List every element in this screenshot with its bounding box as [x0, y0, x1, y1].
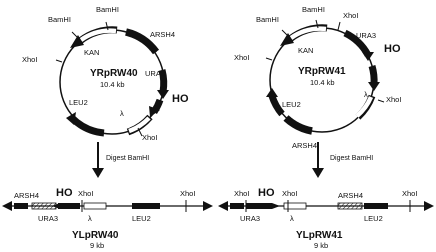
leu2-block: [364, 203, 388, 209]
xhol-right-label: XhoI: [386, 95, 402, 104]
ura3-linear-label: URA3: [38, 214, 59, 223]
bamhi-top-label: BamHI: [96, 5, 119, 14]
plasmid-yrprw41: [234, 5, 401, 150]
digest-step-left: [92, 142, 149, 178]
ho-label: HO: [172, 93, 189, 105]
left-end-arrow-icon: [218, 201, 228, 211]
linear-ylprw40: [2, 187, 213, 250]
arsh4-label: ARSH4: [150, 30, 176, 39]
lambda-linear-label: λ: [88, 214, 92, 223]
plasmid-name: YRpRW41: [298, 66, 346, 77]
down-arrow-icon: [92, 168, 104, 178]
leu2-block: [132, 203, 160, 209]
plasmid-size: 10.4 kb: [310, 78, 335, 87]
xhol-linear-a-label: XhoI: [234, 189, 250, 198]
ho-linear-label: HO: [258, 187, 275, 199]
xhol-top-label: XhoI: [343, 11, 359, 20]
plasmid-size: 10.4 kb: [100, 80, 125, 89]
ho-label: HO: [384, 43, 401, 55]
left-end-arrow-icon: [2, 201, 12, 211]
lambda-label: λ: [364, 90, 368, 99]
xhol-left-label: XhoI: [234, 53, 250, 62]
plasmid-name: YRpRW40: [90, 68, 138, 79]
linear-ylprw41: [218, 187, 434, 250]
xhol-left-label: XhoI: [22, 55, 38, 64]
lambda-block: [84, 203, 106, 209]
kan-label: KAN: [84, 48, 100, 57]
leu2-segment: [72, 118, 104, 133]
arsh4-linear-label: ARSH4: [14, 191, 40, 200]
digest-label: Digest BamHI: [106, 155, 150, 162]
linear-size: 9 kb: [90, 241, 105, 250]
lambda-label: λ: [120, 109, 124, 118]
ho-linear-label: HO: [56, 187, 73, 199]
lambda-linear-label: λ: [290, 214, 294, 223]
lambda-block: [284, 203, 306, 209]
bamhi-left-label: BamHI: [48, 15, 71, 24]
ura3-block: [246, 203, 272, 209]
xhol-bottom-label: XhoI: [142, 133, 158, 142]
digest-step-right: [312, 142, 373, 178]
xhol-linear-c-label: XhoI: [402, 189, 418, 198]
arsh4-linear-label: ARSH4: [338, 191, 364, 200]
leu2-linear-label: LEU2: [132, 214, 151, 223]
leu2-label: LEU2: [69, 98, 88, 107]
linear-name: YLpRW41: [296, 230, 343, 241]
xhol-linear-b-label: XhoI: [180, 189, 196, 198]
ura3-label: URA3: [145, 69, 166, 78]
leu2-segment: [272, 96, 282, 114]
right-end-arrow-icon: [424, 201, 434, 211]
plasmid-yrprw40: [22, 5, 189, 142]
bamhi-top-label: BamHI: [302, 5, 325, 14]
ho-segment: [372, 66, 374, 84]
xhol-linear-a-label: XhoI: [78, 189, 94, 198]
down-arrow-icon: [312, 168, 324, 178]
linear-name: YLpRW40: [72, 230, 119, 241]
arsh4-label: ARSH4: [292, 141, 318, 150]
right-end-arrow-icon: [203, 201, 213, 211]
ura3-block: [58, 203, 80, 209]
kan-label: KAN: [298, 46, 314, 55]
leu2-label: LEU2: [282, 100, 301, 109]
leu2-linear-label: LEU2: [364, 214, 383, 223]
bamhi-left-label: BamHI: [256, 15, 279, 24]
linear-size: 9 kb: [314, 241, 329, 250]
xhol-linear-b-label: XhoI: [282, 189, 298, 198]
digest-label: Digest BamHI: [330, 155, 374, 162]
ura3-linear-label: URA3: [240, 214, 261, 223]
arsh4-block: [338, 203, 362, 209]
ura3-label: URA3: [356, 31, 377, 40]
